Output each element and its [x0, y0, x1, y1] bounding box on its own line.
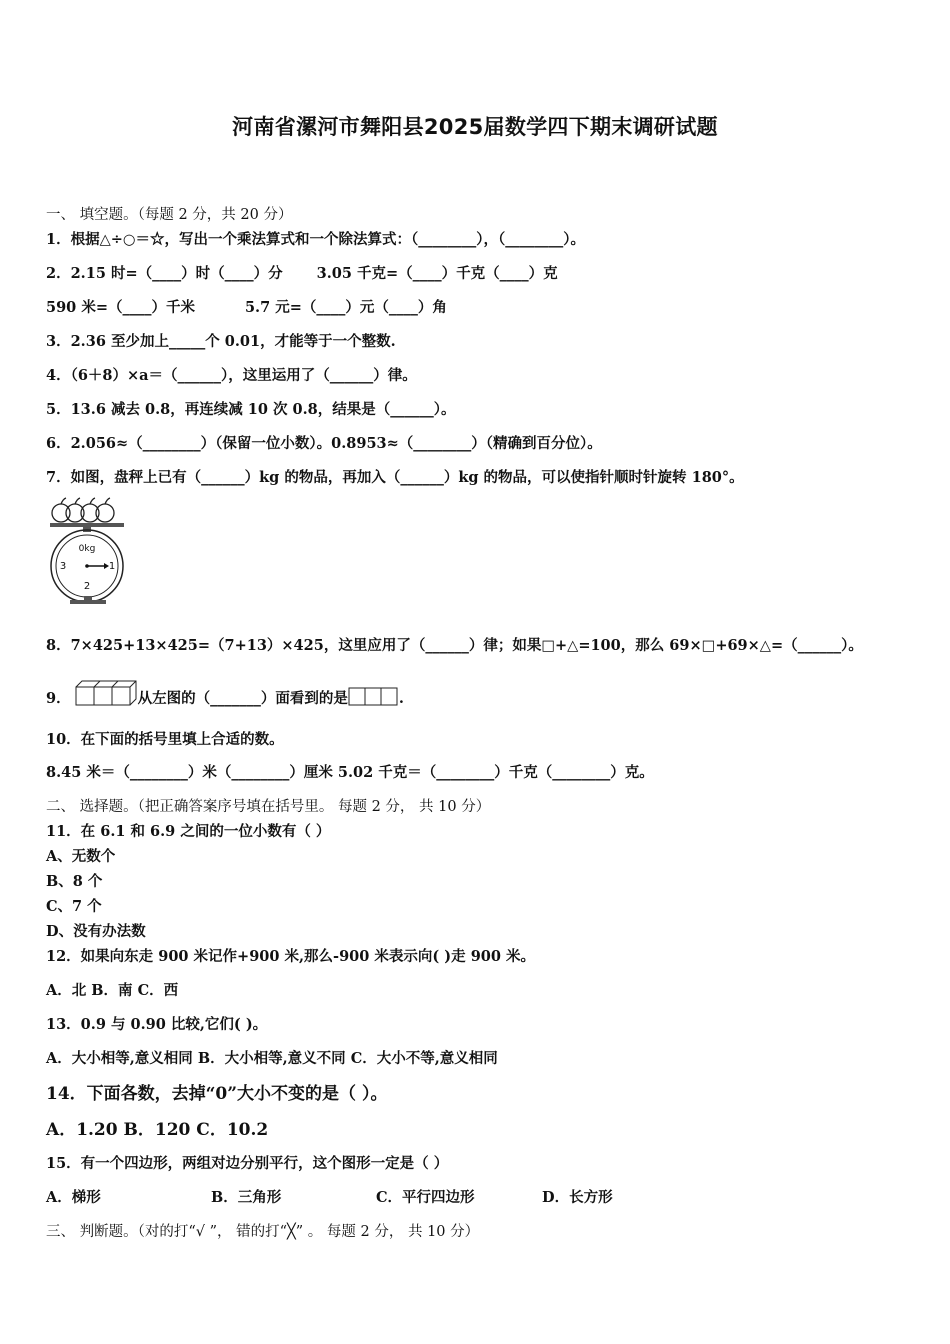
question-11-option-a: A、无数个 — [46, 848, 116, 865]
scale-illustration — [46, 496, 130, 606]
section-3-heading: 三、 判断题。（对的打“√ ”， 错的打“╳” 。 每题 2 分， 共 10 分） — [46, 1224, 480, 1240]
question-2-line-1 — [46, 262, 558, 283]
cubes-figure — [75, 680, 137, 706]
question-9-text: 从左图的（_______）面看到的是 — [137, 690, 348, 707]
question-15-option-a: A．梯形 — [46, 1189, 101, 1206]
apples-icon — [52, 498, 114, 522]
question-12: 12．如果向东走 900 米记作+900 米,那么-900 米表示向( )走 900 米。 — [46, 948, 536, 965]
question-14-options: A．1.20 B．120 C．10.2 — [46, 1120, 269, 1140]
question-2a: 2．2.15 时=（____）时（____）分 — [46, 265, 283, 282]
section-2-heading: 二、 选择题。（把正确答案序号填在括号里。 每题 2 分， 共 10 分） — [46, 799, 491, 815]
question-15-option-d: D．长方形 — [542, 1189, 613, 1206]
question-6: 6．2.056≈（________）（保留一位小数）。0.8953≈（________）（精确到百分位）。 — [46, 435, 602, 452]
question-5: 5．13.6 减去 0.8，再连续减 10 次 0.8，结果是（______）。 — [46, 401, 456, 418]
scale-pan — [50, 523, 124, 527]
section-1-heading: 一、 填空题。（每题 2 分，共 20 分） — [46, 207, 293, 223]
question-11-option-c: C、7 个 — [46, 898, 102, 915]
question-2-line-2 — [46, 296, 447, 317]
question-9 — [46, 680, 404, 708]
question-10: 10．在下面的括号里填上合适的数。 — [46, 731, 284, 748]
page-title: 河南省漯河市舞阳县2025届数学四下期末调研试题 — [232, 115, 718, 139]
question-15-options — [46, 1186, 613, 1207]
dial-label-top: 0kg — [78, 544, 96, 554]
question-11-option-b: B、8 个 — [46, 873, 103, 890]
question-2d: 5.7 元=（____）元（____）角 — [244, 299, 447, 316]
question-15: 15．有一个四边形，两组对边分别平行，这个图形一定是（ ） — [46, 1155, 449, 1172]
question-9-end: . — [398, 690, 404, 707]
question-11-option-d: D、没有办法数 — [46, 923, 146, 940]
question-7: 7．如图，盘秤上已有（______）kg 的物品，再加入（______）kg 的物品，可以使指针顺时针旋转 180°。 — [46, 469, 744, 486]
question-15-option-c: C．平行四边形 — [376, 1189, 475, 1206]
question-2b: 3.05 千克=（____）千克（____）克 — [316, 265, 558, 282]
question-4: 4．（6＋8）×a＝（______），这里运用了（______）律。 — [46, 367, 417, 384]
question-8: 8．7×425+13×425=（7+13）×425，这里应用了（______）律；如果□+△=100，那么 69×□+69×△=（______）。 — [46, 637, 863, 654]
question-13: 13．0.9 与 0.90 比较,它们( )。 — [46, 1016, 268, 1033]
dial-label-bottom: 2 — [83, 581, 91, 592]
dial-label-right: 1 — [108, 561, 116, 572]
question-15-option-b: B．三角形 — [211, 1189, 282, 1206]
question-9-number: 9． — [46, 690, 71, 707]
question-11: 11．在 6.1 和 6.9 之间的一位小数有（ ） — [46, 823, 331, 840]
question-12-options: A．北 B．南 C．西 — [46, 982, 179, 999]
question-1: 1．根据△÷○＝☆，写出一个乘法算式和一个除法算式：（________），（________）。 — [46, 231, 586, 248]
dial-label-left: 3 — [59, 561, 67, 572]
question-2c: 590 米=（____）千米 — [46, 299, 195, 316]
question-13-options: A．大小相等,意义相同 B．大小相等,意义不同 C．大小不等,意义相同 — [46, 1050, 498, 1067]
question-14: 14．下面各数，去掉“0”大小不变的是（ ）。 — [46, 1084, 388, 1104]
question-3: 3．2.36 至少加上_____个 0.01，才能等于一个整数. — [46, 333, 396, 350]
question-10-items: 8.45 米＝（________）米（________）厘米 5.02 千克＝（________）千克（________）克。 — [46, 764, 654, 781]
view-squares-figure — [348, 687, 399, 706]
